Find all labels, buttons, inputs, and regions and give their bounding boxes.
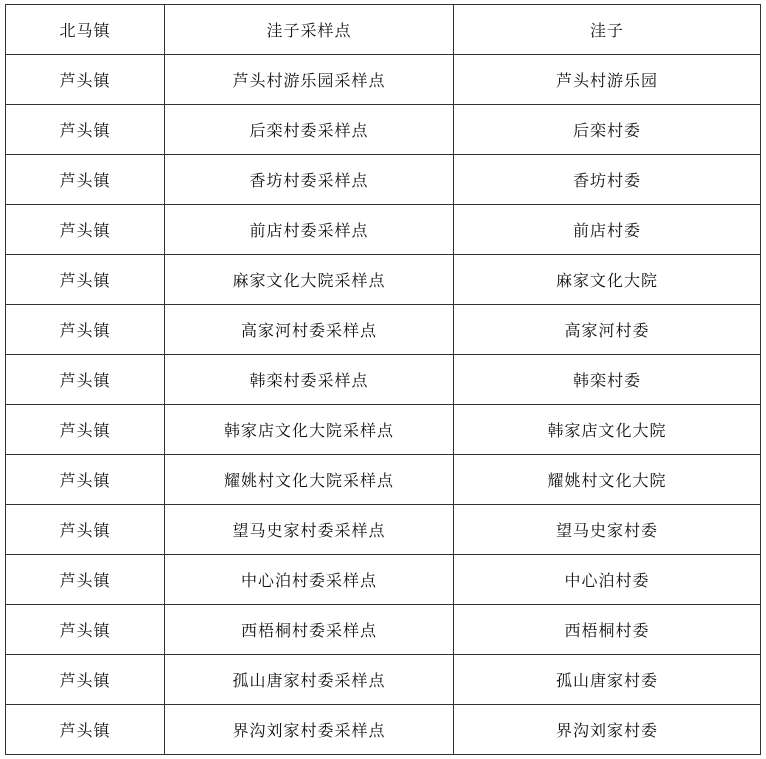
table-row — [6, 255, 761, 305]
town-cell: 北马镇 — [6, 5, 165, 55]
town-cell: 芦头镇 — [6, 255, 165, 305]
location-cell: 孤山唐家村委 — [454, 655, 761, 705]
sampling-points-table-container — [5, 4, 760, 755]
town-cell: 芦头镇 — [6, 355, 165, 405]
town-cell: 芦头镇 — [6, 455, 165, 505]
town-cell: 芦头镇 — [6, 105, 165, 155]
town-cell: 芦头镇 — [6, 705, 165, 755]
sampling-point-cell: 前店村委采样点 — [165, 205, 454, 255]
sampling-point-cell: 耀姚村文化大院采样点 — [165, 455, 454, 505]
location-cell: 麻家文化大院 — [454, 255, 761, 305]
town-cell: 芦头镇 — [6, 155, 165, 205]
town-cell: 芦头镇 — [6, 505, 165, 555]
town-cell: 芦头镇 — [6, 655, 165, 705]
sampling-point-cell: 高家河村委采样点 — [165, 305, 454, 355]
location-cell: 中心泊村委 — [454, 555, 761, 605]
sampling-point-cell: 芦头村游乐园采样点 — [165, 55, 454, 105]
location-cell: 望马史家村委 — [454, 505, 761, 555]
location-cell: 洼子 — [454, 5, 761, 55]
table-row — [6, 605, 761, 655]
location-cell: 西梧桐村委 — [454, 605, 761, 655]
town-cell: 芦头镇 — [6, 405, 165, 455]
location-cell: 耀姚村文化大院 — [454, 455, 761, 505]
sampling-point-cell: 香坊村委采样点 — [165, 155, 454, 205]
sampling-point-cell: 望马史家村委采样点 — [165, 505, 454, 555]
sampling-point-cell: 界沟刘家村委采样点 — [165, 705, 454, 755]
sampling-point-cell: 洼子采样点 — [165, 5, 454, 55]
sampling-point-cell: 西梧桐村委采样点 — [165, 605, 454, 655]
table-row — [6, 355, 761, 405]
table-row — [6, 505, 761, 555]
town-cell: 芦头镇 — [6, 605, 165, 655]
table-row — [6, 655, 761, 705]
table-row — [6, 105, 761, 155]
town-cell: 芦头镇 — [6, 55, 165, 105]
sampling-point-cell: 中心泊村委采样点 — [165, 555, 454, 605]
town-cell: 芦头镇 — [6, 555, 165, 605]
sampling-point-cell: 后栾村委采样点 — [165, 105, 454, 155]
town-cell: 芦头镇 — [6, 205, 165, 255]
table-body — [6, 5, 761, 755]
table-row — [6, 5, 761, 55]
location-cell: 界沟刘家村委 — [454, 705, 761, 755]
location-cell: 高家河村委 — [454, 305, 761, 355]
table-row — [6, 405, 761, 455]
location-cell: 韩家店文化大院 — [454, 405, 761, 455]
table-row — [6, 705, 761, 755]
table-row — [6, 305, 761, 355]
sampling-point-cell: 韩家店文化大院采样点 — [165, 405, 454, 455]
table-row — [6, 455, 761, 505]
town-cell: 芦头镇 — [6, 305, 165, 355]
table-row — [6, 555, 761, 605]
location-cell: 后栾村委 — [454, 105, 761, 155]
location-cell: 芦头村游乐园 — [454, 55, 761, 105]
table-row — [6, 155, 761, 205]
table-row — [6, 205, 761, 255]
sampling-point-cell: 孤山唐家村委采样点 — [165, 655, 454, 705]
location-cell: 韩栾村委 — [454, 355, 761, 405]
table-row — [6, 55, 761, 105]
location-cell: 前店村委 — [454, 205, 761, 255]
sampling-points-table — [5, 4, 761, 755]
sampling-point-cell: 麻家文化大院采样点 — [165, 255, 454, 305]
sampling-point-cell: 韩栾村委采样点 — [165, 355, 454, 405]
location-cell: 香坊村委 — [454, 155, 761, 205]
